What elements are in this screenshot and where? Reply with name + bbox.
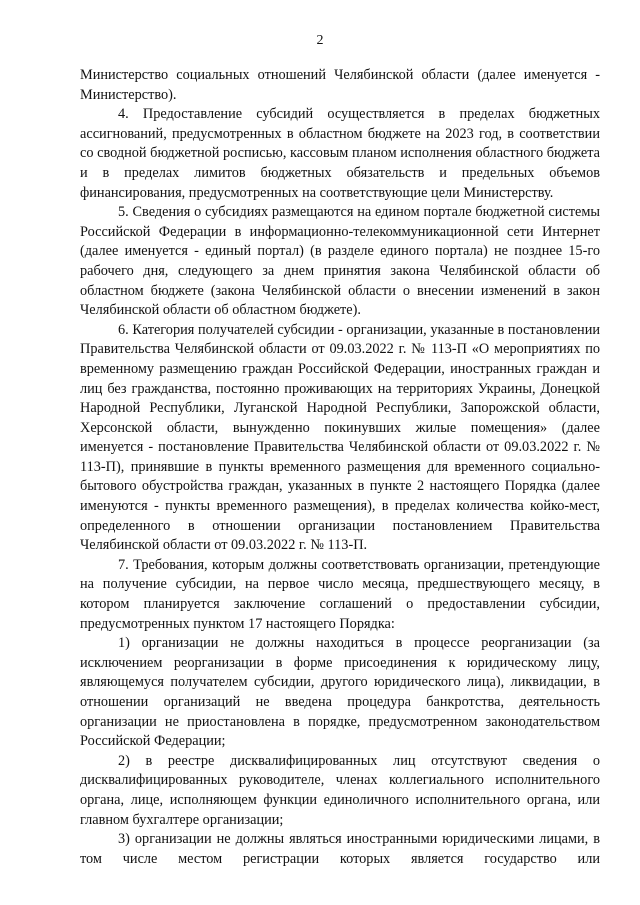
page-number: 2 [316,33,324,48]
requirement-1-reorganization: 1) организации не должны находиться в процессе реорганизации (за исключением реорганизации в форме присоединения к юридическому лицу, являющемуся получателем субсидии, другого юридического лица), ликвидации, в отношении организаций не введена процедура банкротства, деятельность организации не приостановлена в порядке, предусмотренном законодательством Российской Федерации; [80,635,600,750]
paragraph-ministry: Министерство социальных отношений Челябинской области (далее именуется - Министерство). [80,67,600,103]
document-body [80,66,600,869]
requirement-3-foreign: 3) организации не должны являться иностранными юридическими лицами, в том числе местом регистрации которых является государство или [80,831,600,867]
paragraph-7-requirements: 7. Требования, которым должны соответствовать организации, претендующие на получение субсидии, на первое число месяца, предшествующего месяцу, в котором планируется заключение соглашений о предоставлении субсидии, предусмотренных пунктом 17 настоящего Порядка: [80,556,600,632]
paragraph-6-category: 6. Категория получателей субсидии - организации, указанные в постановлении Правительства Челябинской области от 09.03.2022 г. № 113-П «О мероприятиях по временному размещению граждан Российской Федерации, иностранных граждан и лиц без гражданства, постоянно проживающих на территориях Украины, Донецкой Народной Республики, Луганской Народной Республики, Запорожской области, Херсонской области, вынужденно покинувших жилые помещения» (далее именуется - постановление Правительства Челябинской области от 09.03.2022 г. № 113-П), принявшие в пункты временного размещения для временного социально-бытового обустройства граждан, указанных в пункте 2 настоящего Порядка (далее именуются - пункты временного размещения), в пределах количества койко-мест, определенного в отношении организации постановлением Правительства Челябинской области от 09.03.2022 г. № 113-П. [80,321,600,554]
paragraph-5-portal: 5. Сведения о субсидиях размещаются на едином портале бюджетной системы Российской Федерации в информационно-телекоммуникационной сети Интернет (далее именуется - единый портал) (в разделе единого портала) не позднее 15-го рабочего дня, следующего за днем принятия закона Челябинской области об областном бюджете (закона Челябинской области о внесении изменений в закон Челябинской области об областном бюджете). [80,204,600,319]
requirement-2-disqualified: 2) в реестре дисквалифицированных лиц отсутствуют сведения о дисквалифицированных руководителе, членах коллегиального исполнительного органа, лице, исполняющем функции единоличного исполнительного органа, или главном бухгалтере организации; [80,752,600,828]
paragraph-4-budget: 4. Предоставление субсидий осуществляется в пределах бюджетных ассигнований, предусмотренных в областном бюджете на 2023 год, в соответствии со сводной бюджетной росписью, кассовым планом исполнения областного бюджета и в пределах лимитов бюджетных обязательств и предельных объемов финансирования, предусмотренных на соответствующие цели Министерству. [80,106,600,201]
